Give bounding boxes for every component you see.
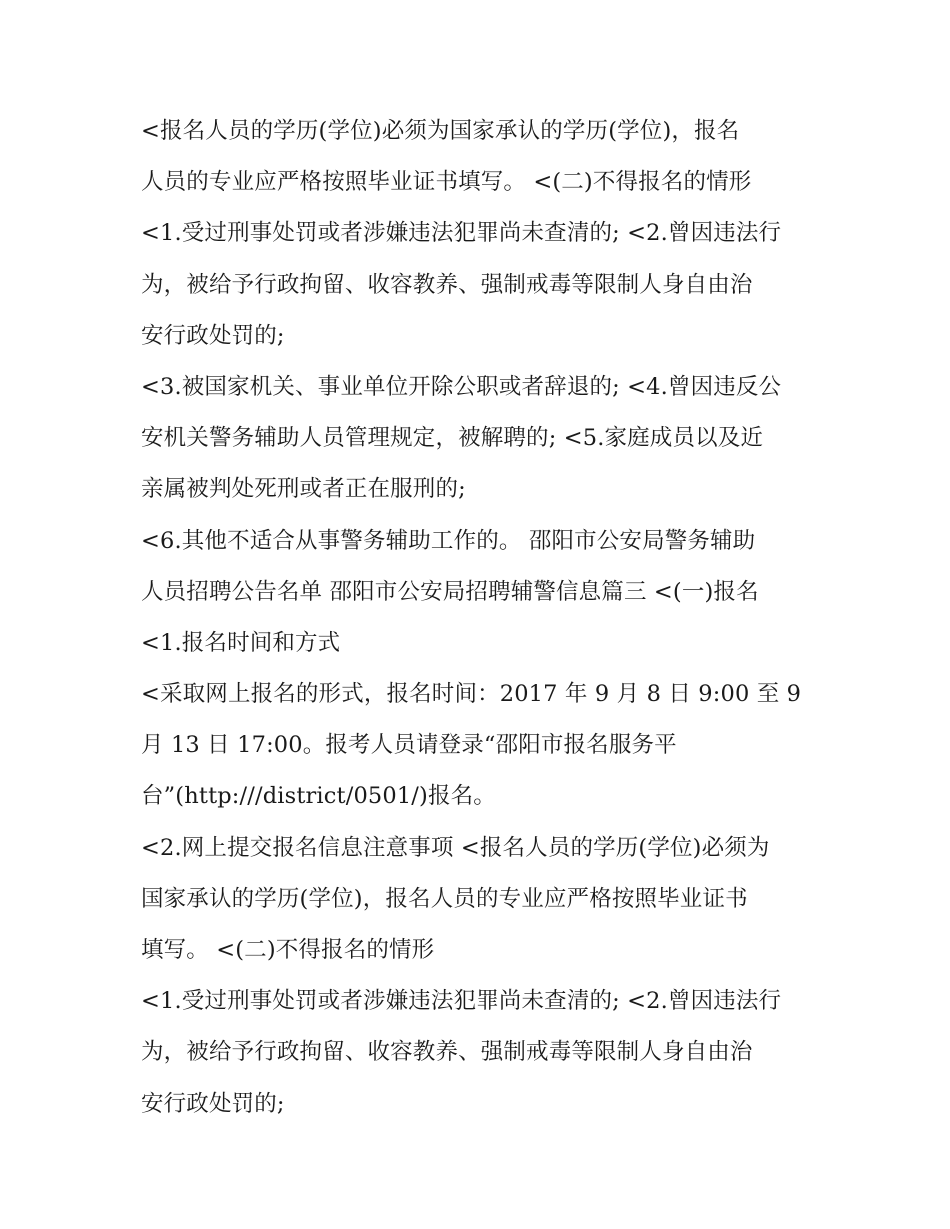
text-line: <6.其他不适合从事警务辅助工作的。 邵阳市公安局警务辅助 (141, 527, 756, 554)
text-line: 国家承认的学历(学位)，报名人员的专业应严格按照毕业证书 (141, 885, 748, 912)
text-line: 亲属被判处死刑或者正在服刑的; (141, 476, 466, 503)
text-line: <1.报名时间和方式 (141, 629, 341, 656)
text-line: <1.受过刑事处罚或者涉嫌违法犯罪尚未查清的; <2.曾因违法行 (141, 988, 782, 1015)
text-line: 月 13 日 17:00。报考人员请登录“邵阳市报名服务平 (141, 732, 677, 759)
text-line: 为，被给予行政拘留、收容教养、强制戒毒等限制人身自由治 (141, 1039, 753, 1066)
text-line: 人员的专业应严格按照毕业证书填写。 <(二)不得报名的情形 (141, 169, 752, 196)
text-line: 安机关警务辅助人员管理规定，被解聘的; <5.家庭成员以及近 (141, 425, 764, 452)
text-line: <采取网上报名的形式，报名时间：2017 年 9 月 8 日 9:00 至 9 (141, 681, 802, 708)
text-line: 填写。 <(二)不得报名的情形 (141, 937, 435, 963)
text-line: 安行政处罚的; (141, 1090, 285, 1117)
text-line: <3.被国家机关、事业单位开除公职或者辞退的; <4.曾因违反公 (141, 373, 782, 400)
text-line: <2.网上提交报名信息注意事项 <报名人员的学历(学位)必须为 (141, 834, 770, 861)
text-line: 人员招聘公告名单 邵阳市公安局招聘辅警信息篇三 <(一)报名 (141, 578, 759, 605)
text-line: 台”(http:///district/0501/)报名。 (141, 783, 496, 810)
document-body (141, 106, 821, 1130)
text-line: <1.受过刑事处罚或者涉嫌违法犯罪尚未查清的; <2.曾因违法行 (141, 220, 782, 247)
text-line: 安行政处罚的; (141, 322, 285, 349)
text-line: <报名人员的学历(学位)必须为国家承认的学历(学位)，报名 (141, 118, 740, 144)
text-line: 为，被给予行政拘留、收容教养、强制戒毒等限制人身自由治 (141, 271, 753, 298)
